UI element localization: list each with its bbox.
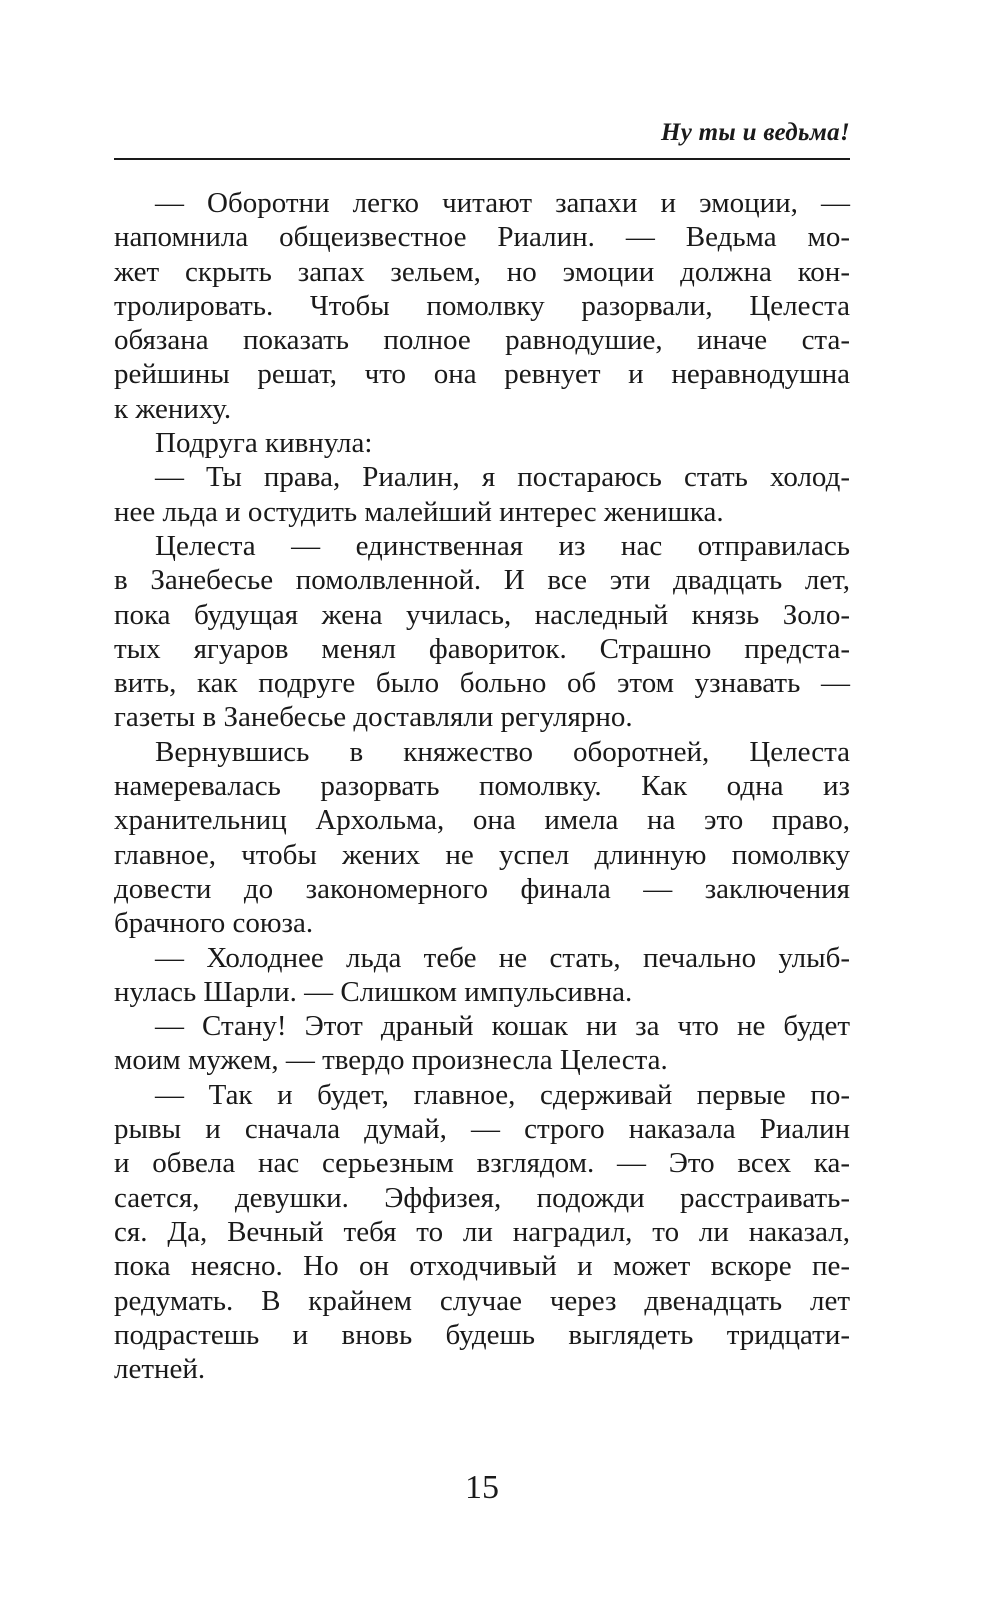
text-line: газеты в Занебесье доставляли регулярно.: [114, 701, 633, 734]
text-line: пока будущая жена училась, наследный князь Золо-: [114, 598, 850, 631]
text-line: моим мужем, — твердо произнесла Целеста.: [114, 1044, 668, 1077]
text-line: к жениху.: [114, 392, 232, 425]
text-line: Целеста — единственная из нас отправилась: [155, 529, 850, 562]
text-line: — Холоднее льда тебе не стать, печально улыб-: [155, 941, 850, 974]
text-line: — Ты права, Риалин, я постараюсь стать холод-: [155, 461, 850, 494]
text-line: довести до закономерного финала — заключения: [114, 872, 850, 905]
text-line: подрастешь и вновь будешь выглядеть тридцати-: [114, 1318, 850, 1351]
text-line: нулась Шарли. — Слишком импульсивна.: [114, 975, 633, 1008]
text-line: тролировать. Чтобы помолвку разорвали, Целеста: [114, 289, 850, 322]
text-line: жет скрыть запах зельем, но эмоции должна кон-: [114, 255, 850, 288]
text-line: — Оборотни легко читают запахи и эмоции, —: [155, 187, 850, 219]
text-line: Подруга кивнула:: [155, 427, 373, 460]
text-line: пока неясно. Но он отходчивый и может вскоре пе-: [114, 1250, 850, 1283]
text-line: — Стану! Этот драный кошак ни за что не будет: [155, 1010, 850, 1043]
text-line: нее льда и остудить малейший интерес женишка.: [114, 495, 724, 528]
text-line: — Так и будет, главное, сдерживай первые по-: [155, 1078, 850, 1111]
header-rule: [114, 158, 850, 160]
text-line: сается, девушки. Эффизея, подожди расстраивать-: [114, 1181, 850, 1214]
text-line: обязана показать полное равнодушие, иначе ста-: [114, 324, 850, 357]
text-line: намеревалась разорвать помолвку. Как одна из: [114, 770, 850, 803]
text-line: напомнила общеизвестное Риалин. — Ведьма мо-: [114, 221, 850, 254]
text-line: рывы и сначала думай, — строго наказала Риалин: [114, 1113, 850, 1146]
running-title: Ну ты и ведьма!: [660, 119, 850, 146]
text-line: тых ягуаров менял фавориток. Страшно предста-: [114, 632, 850, 665]
text-line: ся. Да, Вечный тебя то ли наградил, то ли наказал,: [114, 1215, 850, 1248]
text-line: летней.: [114, 1353, 206, 1386]
body-text: [114, 186, 850, 1386]
text-line: редумать. В крайнем случае через двенадцать лет: [114, 1284, 850, 1317]
text-line: Вернувшись в княжество оборотней, Целеста: [155, 735, 850, 768]
text-line: в Занебесье помолвленной. И все эти двадцать лет,: [114, 564, 850, 597]
page-number: 15: [465, 1469, 499, 1506]
text-line: вить, как подруге было больно об этом узнавать —: [114, 667, 850, 700]
text-line: главное, чтобы жених не успел длинную помолвку: [114, 838, 850, 871]
text-line: рейшины решат, что она ревнует и неравнодушна: [114, 358, 850, 391]
text-line: брачного союза.: [114, 907, 314, 940]
text-line: и обвела нас серьезным взглядом. — Это всех ка-: [114, 1147, 850, 1180]
text-line: хранительниц Архольма, она имела на это право,: [114, 804, 850, 837]
